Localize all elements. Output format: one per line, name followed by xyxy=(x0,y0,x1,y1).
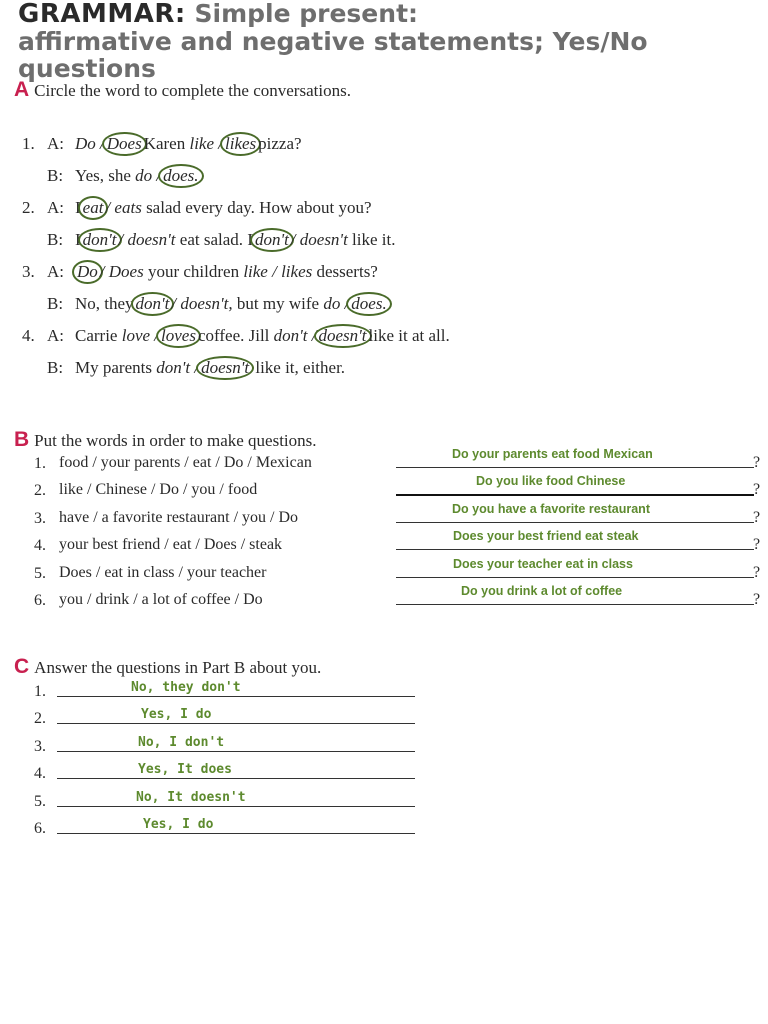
answer-line xyxy=(396,522,754,523)
conversation-line xyxy=(75,166,201,186)
circled-answer: Do xyxy=(72,260,103,284)
handwritten-answer: Do you have a favorite restaurant xyxy=(452,501,650,516)
line-text: eat salad. I xyxy=(175,230,253,249)
speaker-label: A: xyxy=(47,326,64,345)
choice-option: like / xyxy=(189,134,223,153)
item-number: 5. xyxy=(34,792,46,810)
section-a-instruction: Circle the word to complete the conversations. xyxy=(34,81,351,100)
page-title xyxy=(18,0,768,82)
question-mark: ? xyxy=(753,508,761,526)
conversation-line xyxy=(75,262,378,282)
item-number: 1. xyxy=(22,134,35,153)
line-text: salad every day. How about you? xyxy=(141,198,372,217)
handwritten-answer: Yes, It does xyxy=(138,762,232,778)
section-c-instruction: Answer the questions in Part B about you. xyxy=(34,658,322,677)
handwritten-answer: Yes, I do xyxy=(141,707,212,723)
answer-line xyxy=(396,577,754,578)
answer-line xyxy=(57,723,415,724)
circled-answer: likes xyxy=(220,132,261,156)
choice-option: / doesn't xyxy=(290,230,348,249)
line-text: like it at all. xyxy=(368,326,450,345)
speaker-label: A: xyxy=(47,134,64,153)
title-line1: Simple present: xyxy=(194,0,419,28)
section-b-heading xyxy=(14,428,317,452)
speaker-label: A: xyxy=(47,198,64,217)
speaker-label: B: xyxy=(47,294,64,313)
item-number: 1. xyxy=(34,455,46,472)
conversation-line xyxy=(75,230,396,250)
choice-option: like / likes xyxy=(243,262,313,281)
circled-answer: does. xyxy=(346,292,391,316)
circled-answer: Does xyxy=(102,132,147,156)
section-c-letter: C xyxy=(14,655,30,678)
section-a-letter: A xyxy=(14,78,30,101)
handwritten-answer: Yes, I do xyxy=(143,817,214,832)
item-number: 4. xyxy=(22,326,35,345)
speaker-label: B: xyxy=(47,358,64,377)
line-text: Carrie xyxy=(75,326,122,345)
word-prompt: have / a favorite restaurant / you / Do xyxy=(59,508,299,526)
word-prompt: your best friend / eat / Does / steak xyxy=(59,536,283,554)
circled-answer: doesn't xyxy=(196,356,254,380)
item-number: 4. xyxy=(34,537,46,555)
handwritten-answer: No, I don't xyxy=(138,734,225,750)
choice-option: don't / xyxy=(273,326,317,345)
answer-line xyxy=(57,806,415,807)
line-text: like it. xyxy=(347,230,396,249)
title-line2: affirmative and negative statements; Yes/No questions xyxy=(18,27,648,83)
handwritten-answer: No, they don't xyxy=(131,680,241,695)
line-text: I xyxy=(75,198,81,217)
item-number: 2. xyxy=(34,482,46,500)
speaker-label: B: xyxy=(47,166,64,185)
line-text: My parents xyxy=(75,358,157,377)
title-lead: GRAMMAR: xyxy=(18,0,186,29)
question-mark: ? xyxy=(753,563,761,581)
answer-line xyxy=(57,751,415,752)
item-number: 2. xyxy=(34,710,46,728)
choice-option: don't / xyxy=(156,358,200,377)
answer-line xyxy=(57,833,415,834)
section-b-instruction: Put the words in order to make questions. xyxy=(34,431,317,450)
line-text: coffee. Jill xyxy=(197,326,274,345)
section-c-heading xyxy=(14,655,321,679)
answer-line xyxy=(396,604,754,605)
line-text: I xyxy=(75,230,81,249)
question-mark: ? xyxy=(753,481,761,499)
conversation-line xyxy=(75,294,389,314)
question-mark: ? xyxy=(753,536,761,554)
line-text: your children xyxy=(143,262,244,281)
word-prompt: Does / eat in class / your teacher xyxy=(59,563,267,581)
conversation-line xyxy=(75,358,345,378)
item-number: 1. xyxy=(34,683,46,700)
speaker-label: A: xyxy=(47,262,64,281)
item-number: 3. xyxy=(22,262,35,281)
circled-answer: eat xyxy=(78,196,109,220)
question-mark: ? xyxy=(753,454,761,471)
choice-option: / eats xyxy=(105,198,142,217)
choice-option: do / xyxy=(135,166,162,185)
answer-line xyxy=(396,467,754,468)
choice-option: / Does xyxy=(99,262,144,281)
answer-line xyxy=(57,778,415,779)
line-text: No, they xyxy=(75,294,134,313)
answer-line xyxy=(396,494,754,496)
section-a-heading xyxy=(14,78,351,102)
circled-answer: don't xyxy=(250,228,294,252)
conversation-line xyxy=(75,326,450,346)
item-number: 5. xyxy=(34,564,46,582)
item-number: 3. xyxy=(34,509,46,527)
choice-option: love / xyxy=(121,326,160,345)
choice-option: do / xyxy=(323,294,350,313)
choice-option: Do / xyxy=(75,134,105,153)
question-mark: ? xyxy=(753,591,761,608)
choice-option: / doesn't xyxy=(118,230,176,249)
handwritten-answer: No, It doesn't xyxy=(136,789,246,805)
handwritten-answer: Does your teacher eat in class xyxy=(453,556,633,571)
handwritten-answer: Does your best friend eat steak xyxy=(453,529,639,544)
handwritten-answer: Do you like food Chinese xyxy=(476,474,626,489)
line-text: pizza? xyxy=(258,134,302,153)
item-number: 6. xyxy=(34,820,46,837)
circled-answer: don't xyxy=(131,292,175,316)
line-text: like it, either. xyxy=(251,358,346,377)
answer-line xyxy=(57,696,415,697)
line-text: Karen xyxy=(143,134,190,153)
word-prompt: you / drink / a lot of coffee / Do xyxy=(59,591,263,608)
line-text: but my wife xyxy=(232,294,324,313)
line-text: desserts? xyxy=(312,262,378,281)
circled-answer: don't xyxy=(78,228,122,252)
item-number: 6. xyxy=(34,592,46,609)
word-prompt: like / Chinese / Do / you / food xyxy=(59,481,258,499)
section-b-letter: B xyxy=(14,428,30,451)
circled-answer: doesn't xyxy=(314,324,372,348)
conversation-line xyxy=(75,134,302,154)
line-text: Yes, she xyxy=(75,166,136,185)
speaker-label: B: xyxy=(47,230,64,249)
circled-answer: does. xyxy=(158,164,203,188)
choice-option: / doesn't, xyxy=(171,294,233,313)
handwritten-answer: Do your parents eat food Mexican xyxy=(452,447,653,461)
answer-line xyxy=(396,549,754,550)
item-number: 3. xyxy=(34,737,46,755)
item-number: 2. xyxy=(22,198,35,217)
handwritten-answer: Do you drink a lot of coffee xyxy=(461,584,623,598)
circled-answer: loves xyxy=(156,324,201,348)
word-prompt: food / your parents / eat / Do / Mexican xyxy=(59,454,312,471)
item-number: 4. xyxy=(34,765,46,783)
conversation-line xyxy=(75,198,372,218)
